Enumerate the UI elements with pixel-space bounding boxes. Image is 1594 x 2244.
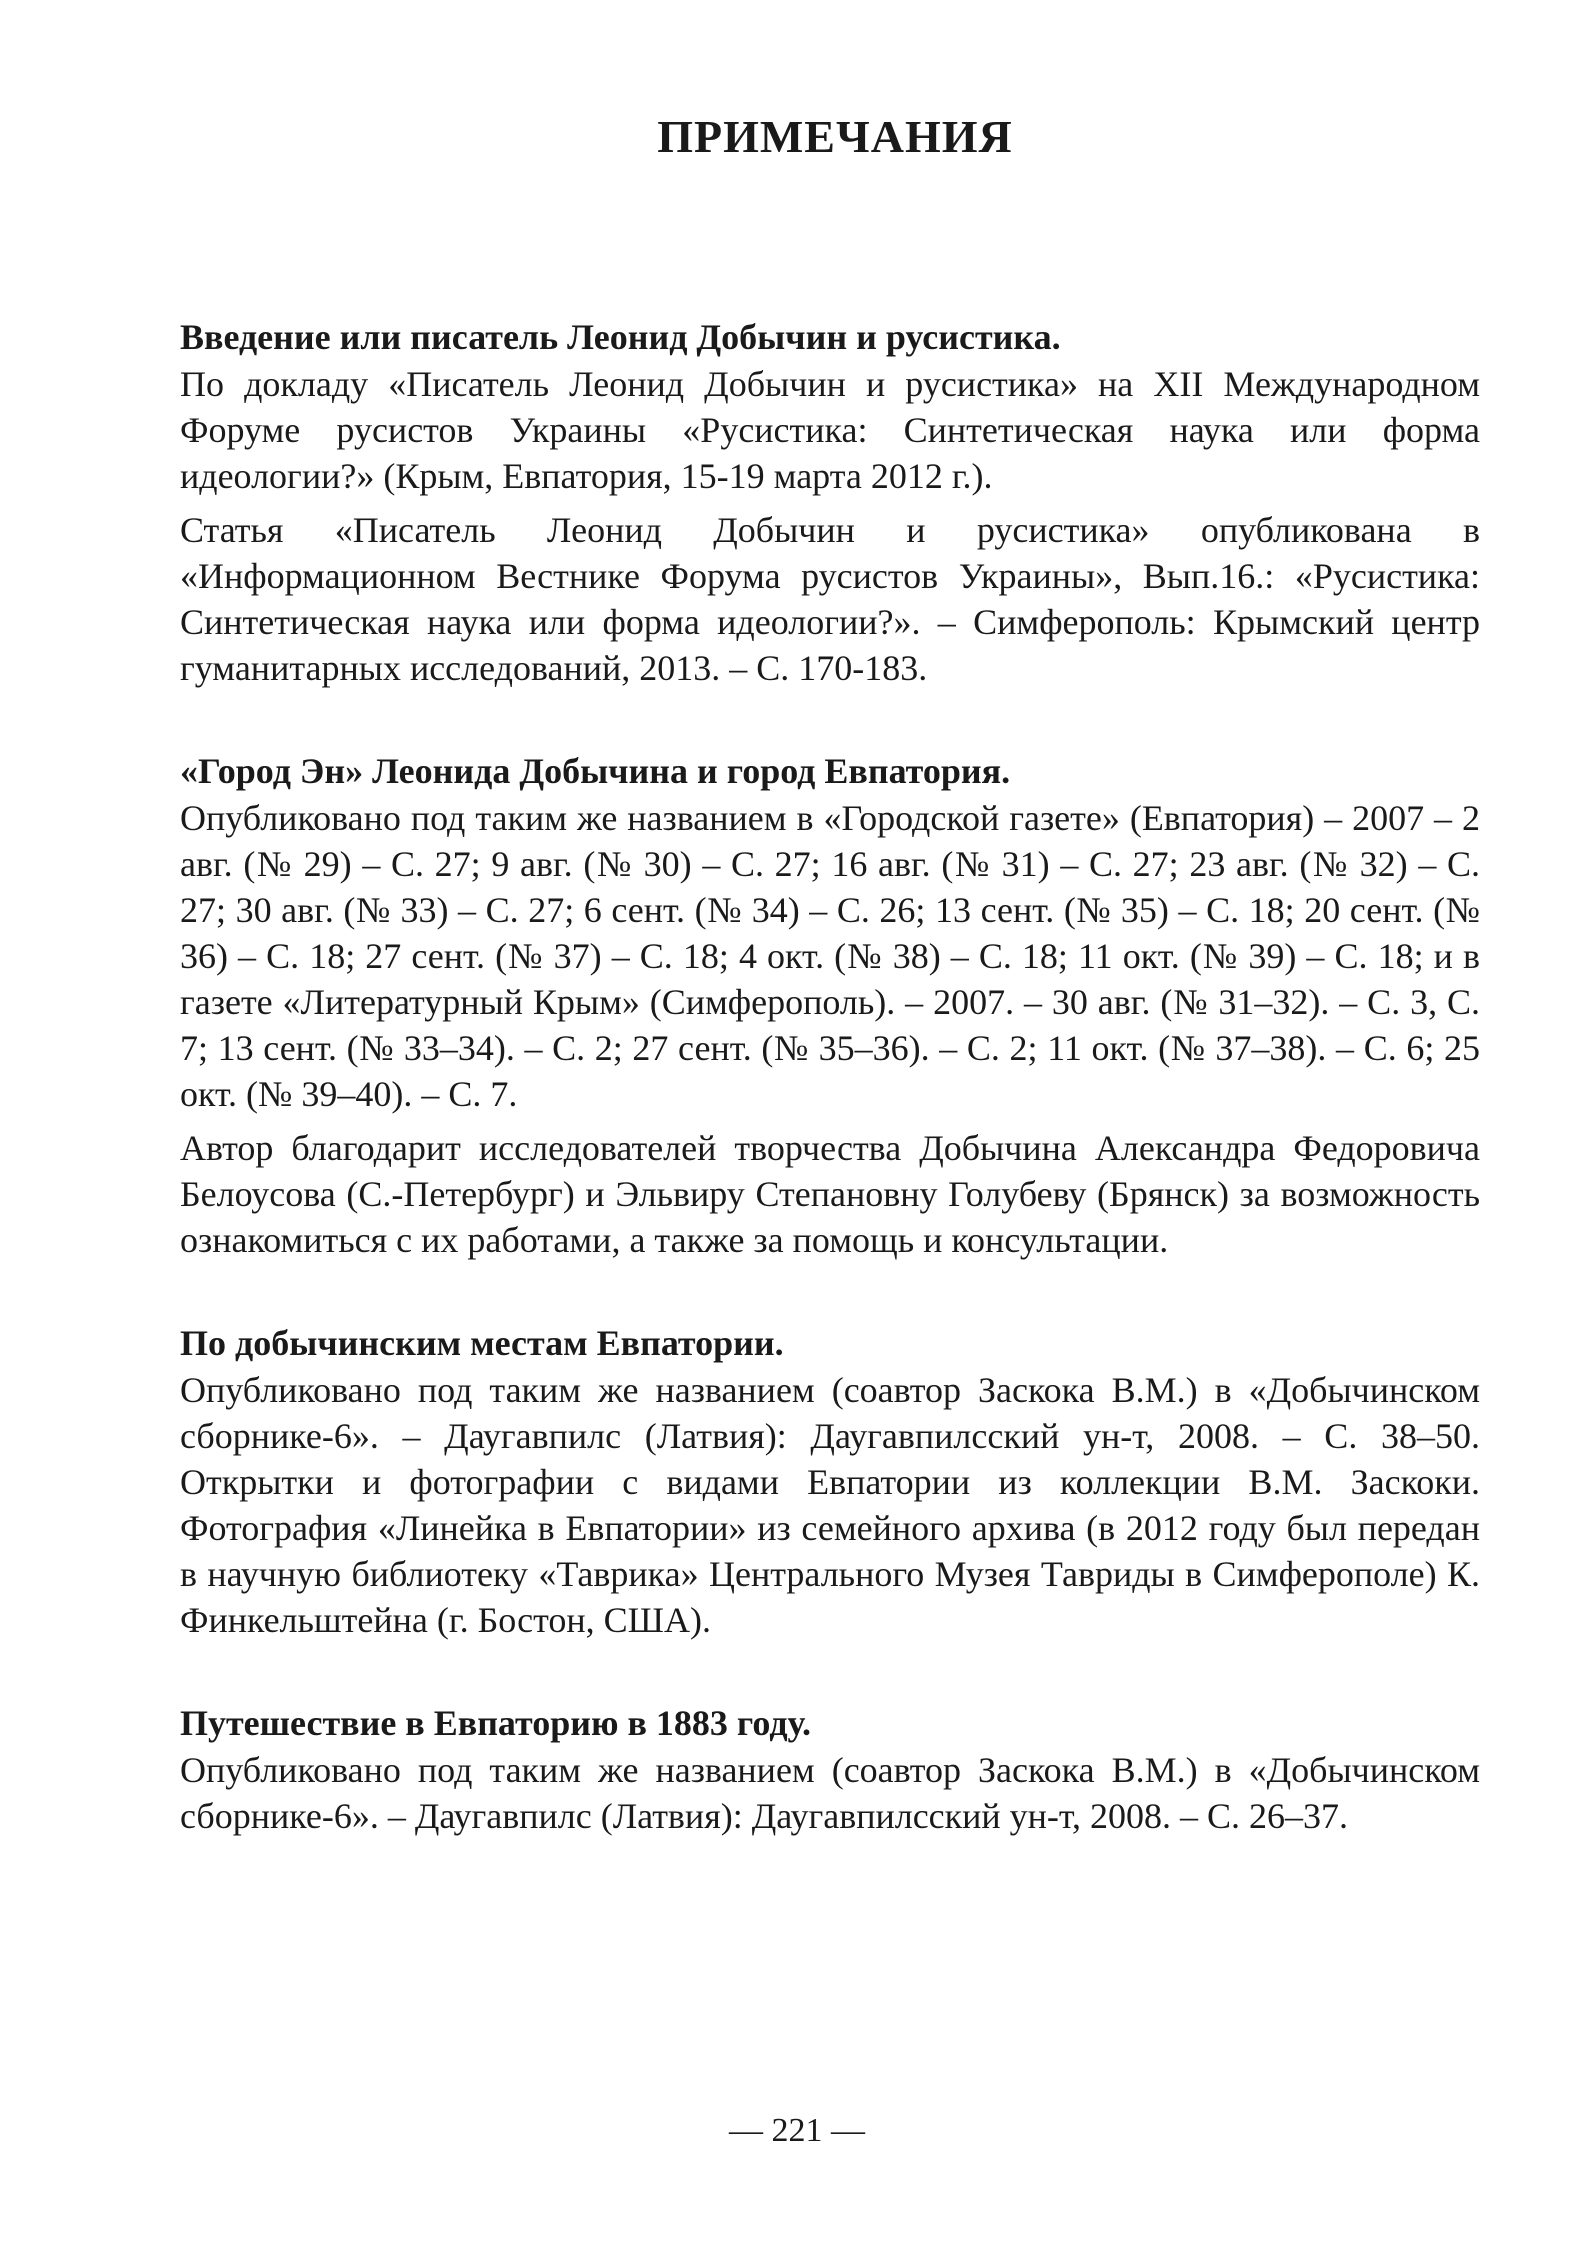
section-heading: Путешествие в Евпаторию в 1883 году. [180, 1703, 811, 1743]
note-paragraph: Опубликовано под таким же названием (соавтор Заскока В.М.) в «Добычинском сборнике-6». – Даугавпилс (Латвия): Даугавпилсский ун-т, 2008. – С. 26–37. [180, 1750, 1480, 1836]
note-paragraph: Статья «Писатель Леонид Добычин и русистика» опубликована в «Информационном Вестнике Форума русистов Украины», Вып.16.: «Русистика: Синтетическая наука или форма идеологии?». – Симферополь: Крымский центр гуманитарных исследований, 2013. – С. 170-183. [180, 510, 1480, 688]
note-section [180, 1699, 1480, 1839]
section-heading: «Город Эн» Леонида Добычина и город Евпатория. [180, 751, 1011, 791]
note-paragraph: По докладу «Писатель Леонид Добычин и русистика» на XII Международном Форуме русистов Украины «Русистика: Синтетическая наука или форма идеологии?» (Крым, Евпатория, 15-19 марта 2012 г.). [180, 364, 1480, 496]
section-heading: Введение или писатель Леонид Добычин и русистика. [180, 317, 1061, 357]
note-section [180, 1319, 1480, 1643]
note-paragraph: Опубликовано под таким же названием (соавтор Заскока В.М.) в «Добычинском сборнике-6». – Даугавпилс (Латвия): Даугавпилсский ун-т, 2008. – С. 38–50. Открытки и фотографии с видами Евпатории из коллекции В.М. Заскоки. Фотография «Линейка в Евпатории» из семейного архива (в 2012 году был передан в научную библиотеку «Таврика» Центрального Музея Тавриды в Симферополе) К. Финкельштейна (г. Бостон, США). [180, 1370, 1480, 1640]
note-paragraph: Опубликовано под таким же названием в «Городской газете» (Евпатория) – 2007 – 2 авг. (№ 29) – С. 27; 9 авг. (№ 30) – С. 27; 16 авг. (№ 31) – С. 27; 23 авг. (№ 32) – С. 27; 30 авг. (№ 33) – С. 27; 6 сент. (№ 34) – С. 26; 13 сент. (№ 35) – С. 18; 20 сент. (№ 36) – С. 18; 27 сент. (№ 37) – С. 18; 4 окт. (№ 38) – С. 18; 11 окт. (№ 39) – С. 18; и в газете «Литературный Крым» (Симферополь). – 2007. – 30 авг. (№ 31–32). – С. 3, С. 7; 13 сент. (№ 33–34). – С. 2; 27 сент. (№ 35–36). – С. 2; 11 окт. (№ 37–38). – С. 6; 25 окт. (№ 39–40). – С. 7. [180, 798, 1480, 1114]
page-title: ПРИМЕЧАНИЯ [657, 111, 1013, 162]
notes-page [180, 110, 1480, 1895]
page-number: — 221 — [729, 2112, 865, 2149]
note-section [180, 747, 1480, 1263]
note-section [180, 313, 1480, 691]
section-heading: По добычинским местам Евпатории. [180, 1323, 784, 1363]
note-paragraph: Автор благодарит исследователей творчества Добычина Александра Федоровича Белоусова (С.-Петербург) и Эльвиру Степановну Голубеву (Брянск) за возможность ознакомиться с их работами, а также за помощь и консультации. [180, 1128, 1480, 1260]
